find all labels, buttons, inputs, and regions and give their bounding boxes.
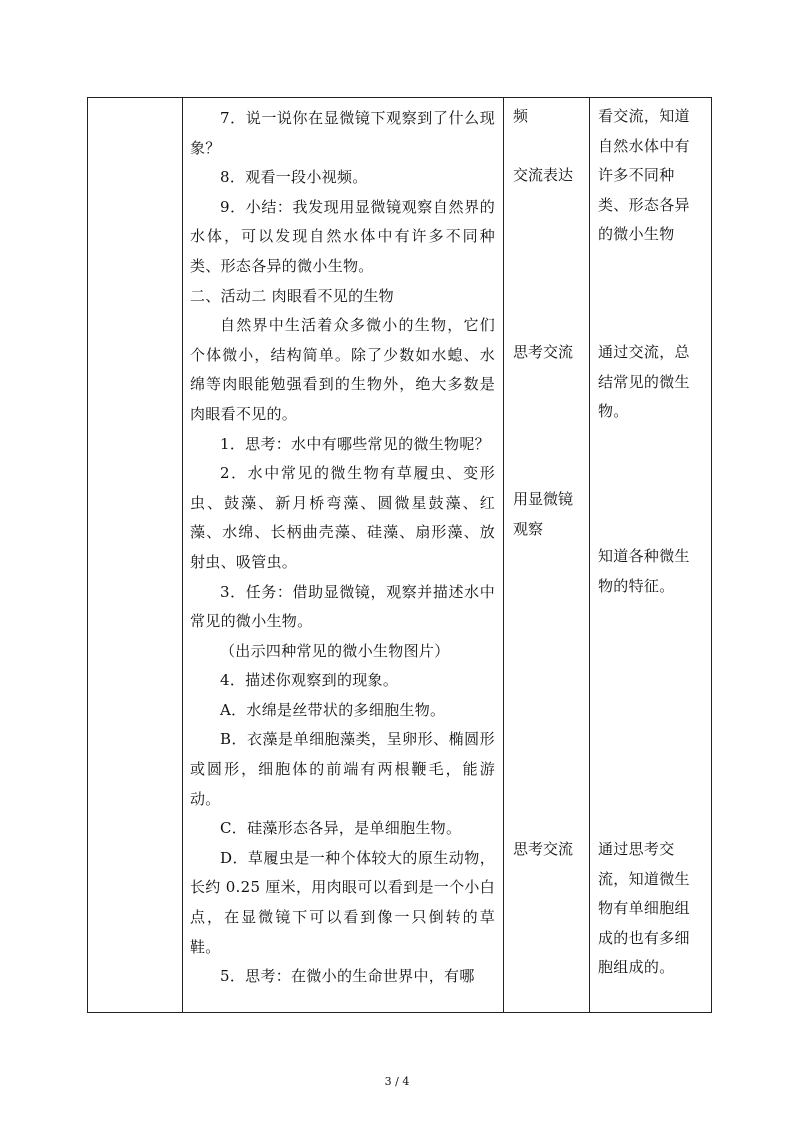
process-column-cell	[183, 98, 504, 1013]
first-column-cell	[88, 98, 183, 1013]
step-5-think: 5．思考：在微小的生命世界中，有哪	[220, 967, 475, 986]
step-3-task: 3．任务：借助显微镜，观察并描述水中常见的微小生物。	[190, 582, 495, 631]
activity-tag-discuss-2: 思考交流	[513, 840, 574, 858]
step-8-video: 8．观看一段小视频。	[220, 168, 368, 187]
step-7-question: 7．说一说你在显微镜下观察到了什么现象？	[190, 109, 495, 157]
activity-tag-express: 交流表达	[513, 166, 574, 184]
activity-column-cell	[504, 98, 590, 1013]
intent-note-3: 知道各种微生物的特征。	[598, 547, 690, 595]
intent-note-1: 看交流，知道自然水体中有许多不同种类、形态各异的微小生物	[598, 107, 690, 244]
step-2-microbes-list: 2．水中常见的微生物有草履虫、变形虫、鼓藻、新月桥弯藻、圆微星鼓藻、红藻、水绵、长柄曲壳藻、硅藻、扇形藻、放射虫、吸管虫。	[190, 464, 495, 571]
table-row	[88, 98, 712, 1013]
item-a-spirogyra: A．水绵是丝带状的多细胞生物。	[220, 700, 446, 719]
lesson-plan-table	[87, 97, 712, 1013]
activity-2-intro: 自然界中生活着众多微小的生物，它们个体微小，结构简单。除了少数如水螅、水绵等肉眼能勉强看到的生物外，绝大多数是肉眼看不见的。	[190, 316, 495, 423]
activity-2-heading: 二、活动二 肉眼看不见的生物	[190, 286, 394, 305]
activity-tag-video: 频	[513, 107, 529, 125]
activity-tag-microscope: 用显微镜观察	[513, 490, 574, 538]
step-1-think: 1．思考：水中有哪些常见的微生物呢？	[220, 434, 490, 453]
page-number: 3 / 4	[384, 1075, 410, 1088]
intent-note-2: 通过交流，总结常见的微生物。	[598, 343, 690, 421]
intent-column-cell	[590, 98, 712, 1013]
step-9-summary: 9．小结：我发现用显微镜观察自然界的水体，可以发现自然水体中有许多不同种类、形态各异的微小生物。	[190, 197, 495, 275]
intent-note-4: 通过思考交流，知道微生物有单细胞组成的也有多细胞组成的。	[598, 840, 690, 977]
item-b-chlamydomonas: B．衣藻是单细胞藻类，呈卵形、椭圆形或圆形，细胞体的前端有两根鞭毛，能游动。	[190, 730, 495, 808]
show-pictures-note: （出示四种常见的微小生物图片）	[220, 641, 450, 660]
step-4-describe: 4．描述你观察到的现象。	[220, 671, 399, 690]
item-d-paramecium: D．草履虫是一种个体较大的原生动物，长约 0.25 厘米，用肉眼可以看到是一个小白点，在显微镜下可以看到像一只倒转的草鞋。	[190, 848, 495, 956]
item-c-diatom: C．硅藻形态各异，是单细胞生物。	[220, 819, 462, 838]
activity-tag-discuss: 思考交流	[513, 343, 574, 361]
